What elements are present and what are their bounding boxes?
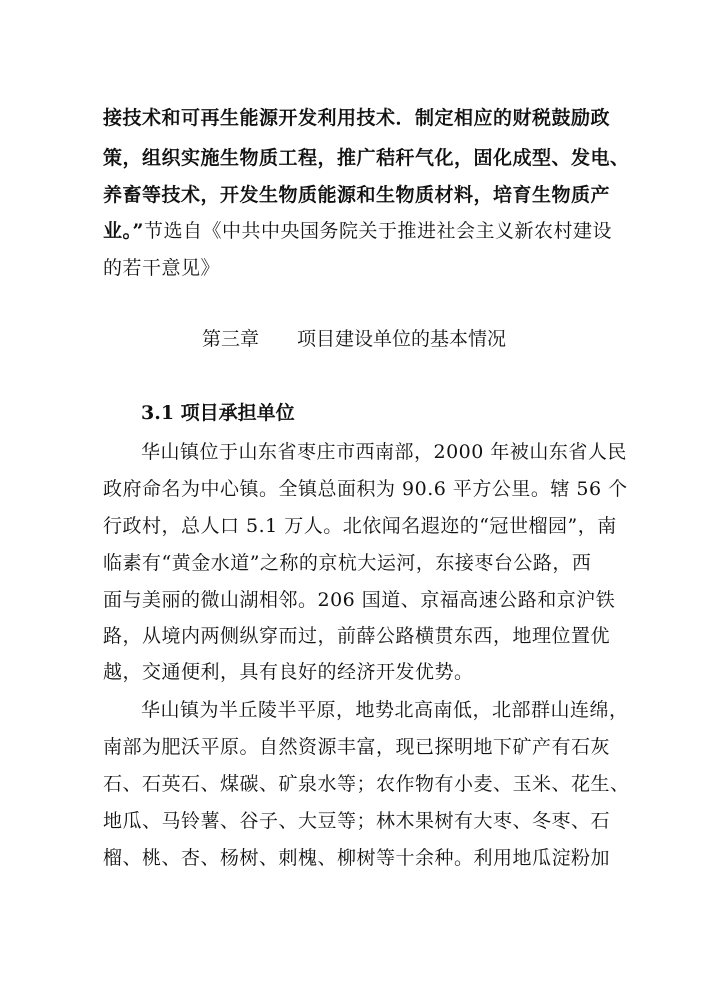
para1-line-4: 临素有“黄金水道”之称的京杭大运河，东接枣台公路，西 [103, 552, 592, 574]
quote-line-3: 养畜等技术，开发生物质能源和生物质材料，培育生物质产 [103, 184, 611, 206]
para2-line-2: 南部为肥沃平原。自然资源丰富，现已探明地下矿产有石灰 [103, 736, 611, 758]
chapter-heading [202, 327, 506, 351]
para1-line-2: 政府命名为中心镇。全镇总面积为 90.6 平方公里。辖 56 个 [103, 478, 628, 500]
para2-line-1: 华山镇为半丘陵半平原，地势北高南低，北部群山连绵， [141, 699, 629, 721]
para1-line-5: 面与美丽的微山湖相邻。206 国道、京福高速公路和京沪铁 [103, 589, 616, 611]
quote-end: 业。” [103, 220, 144, 242]
para2-line-5: 榴、桃、杏、杨树、刺槐、柳树等十余种。利用地瓜淀粉加 [103, 847, 611, 869]
quote-line-2: 策，组织实施生物质工程，推广秸秆气化，固化成型、发电、 [103, 147, 630, 169]
quote-line-1: 接技术和可再生能源开发利用技术．制定相应的财税鼓励政 [103, 107, 611, 129]
para1-line-1: 华山镇位于山东省枣庄市西南部，2000 年被山东省人民 [141, 441, 627, 463]
para1-line-7: 越，交通便利，具有良好的经济开发优势。 [103, 661, 474, 683]
section-heading: 3.1 项目承担单位 [141, 402, 295, 424]
quote-line-4 [103, 219, 612, 243]
chapter-number: 第三章 [202, 328, 260, 350]
para2-line-4: 地瓜、马铃薯、谷子、大豆等；林木果树有大枣、冬枣、石 [103, 810, 611, 832]
para2-line-3: 石、石英石、煤碳、矿泉水等；农作物有小麦、玉米、花生、 [103, 773, 630, 795]
para1-line-3: 行政村，总人口 5.1 万人。北依闻名遐迩的“冠世榴园”，南 [103, 515, 617, 537]
para1-line-6: 路，从境内两侧纵穿而过，前薛公路横贯东西，地理位置优 [103, 625, 611, 647]
chapter-title: 项目建设单位的基本情况 [297, 328, 507, 350]
quote-source: 节选自《中共中央国务院关于推进社会主义新农村建设 [143, 220, 612, 242]
quote-line-5: 的若干意见》 [103, 257, 221, 279]
